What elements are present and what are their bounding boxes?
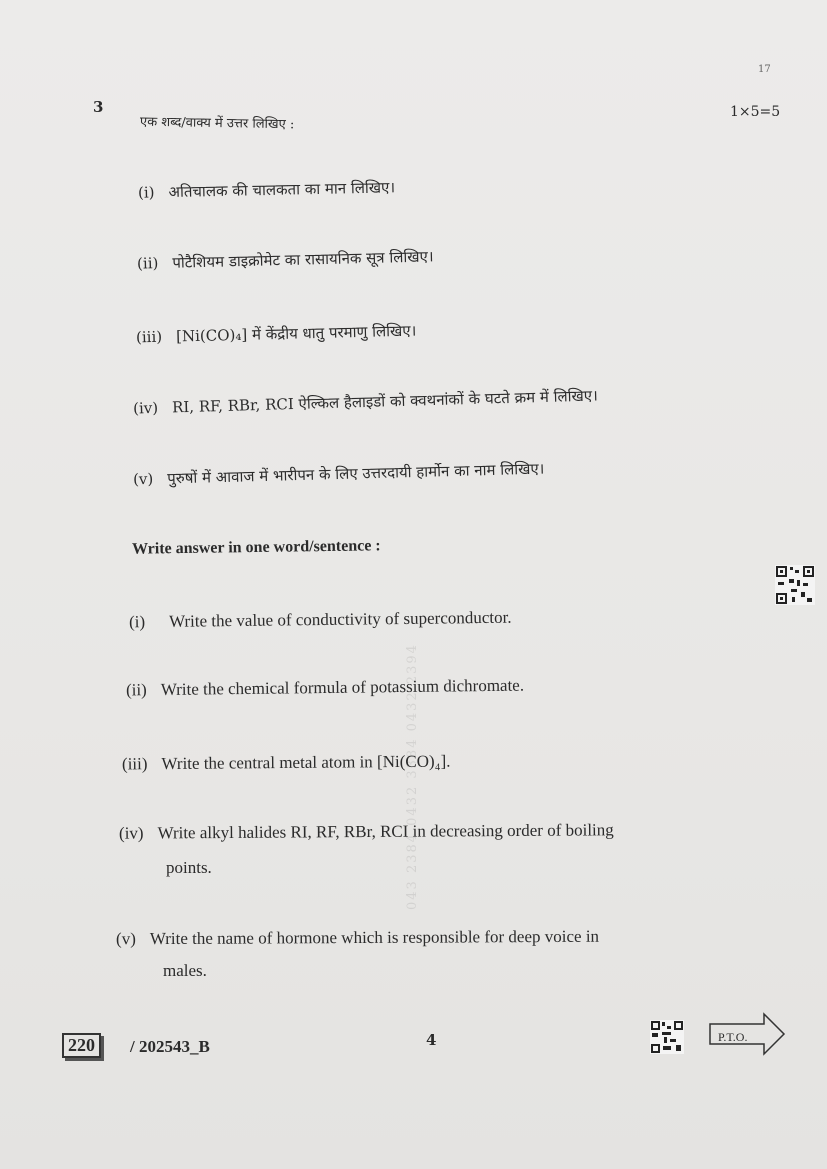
qr-code-icon: [775, 565, 815, 605]
page-number: 4: [426, 1031, 437, 1049]
item-label: (iii): [135, 327, 163, 347]
item-label: (v): [115, 929, 136, 949]
item-text: Write the central metal atom in [Ni(CO)₄].: [161, 751, 451, 774]
english-heading: Write answer in one word/sentence :: [131, 537, 381, 558]
item-text: Write the name of hormone which is responsible for deep voice in: [149, 926, 600, 949]
paper-code: / 202543_B: [130, 1037, 210, 1056]
item-label: (ii): [125, 680, 147, 700]
hindi-item: [138, 177, 395, 202]
english-item: [122, 752, 451, 775]
item-label: (v): [132, 469, 154, 489]
item-text: RI, RF, RBr, RCI ऐल्किल हैलाइडों को क्वथनांकों के घटते क्रम में लिखिए।: [171, 386, 598, 417]
watermark: 043 2384 0432 3384 0432 2394: [405, 643, 420, 910]
english-item: [119, 820, 614, 843]
item-label: (iii): [121, 754, 148, 774]
item-label: (ii): [136, 254, 159, 273]
item-text: Write the value of conductivity of superconductor.: [168, 607, 512, 631]
corner-mark: 17: [758, 64, 771, 75]
footer-qr-code-icon: [650, 1020, 684, 1054]
footer-code-box: 220: [62, 1033, 101, 1058]
item-text: पुरुषों में आवाज में भारीपन के लिए उत्तरदायी हार्मोन का नाम लिखिए।: [167, 459, 545, 488]
item-text: [Ni(CO)₄] में केंद्रीय धातु परमाणु लिखिए।: [175, 321, 417, 346]
item-label: (i): [128, 612, 146, 632]
item-text: अतिचालक की चालकता का मान लिखिए।: [168, 178, 396, 202]
item-text: Write the chemical formula of potassium dichromate.: [160, 675, 525, 700]
marks-allotment: 1×5=5: [730, 104, 781, 120]
hindi-item: [137, 246, 434, 273]
english-item: [116, 927, 599, 950]
english-item: [126, 676, 524, 701]
english-item-continuation: points.: [166, 858, 212, 877]
item-label: (i): [137, 183, 155, 202]
pto-label: P.T.O.: [718, 1030, 748, 1044]
item-text: पोटैशियम डाइक्रोमेट का रासायनिक सूत्र लिखिए।: [172, 247, 434, 272]
hindi-item: [133, 459, 545, 490]
hindi-item: [136, 321, 417, 348]
english-item: [129, 608, 512, 633]
hindi-item: [133, 386, 598, 419]
instruction-hindi: एक शब्द/वाक्य में उत्तर लिखिए :: [139, 114, 295, 133]
item-label: (iv): [118, 823, 144, 843]
question-number: 3: [93, 98, 104, 116]
english-item-continuation: males.: [163, 961, 207, 980]
item-text: Write alkyl halides RI, RF, RBr, RCI in decreasing order of boiling: [157, 820, 614, 843]
item-label: (iv): [132, 398, 159, 418]
